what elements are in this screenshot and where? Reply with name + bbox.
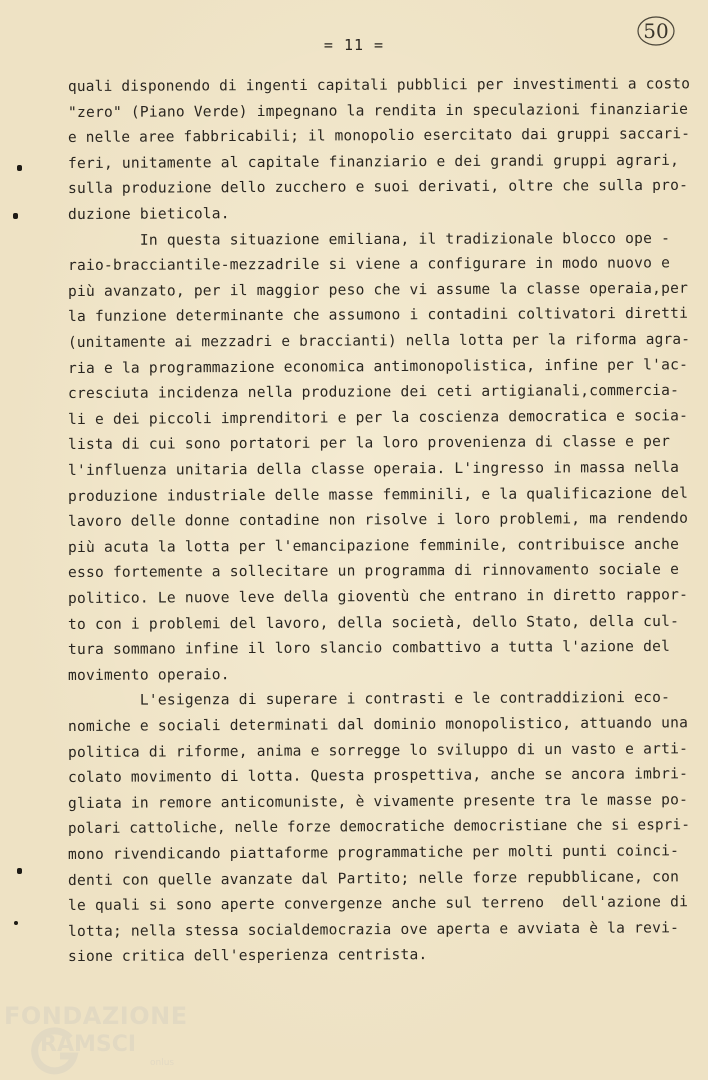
text-line: (unitamente ai mezzadri e braccianti) nella lotta per la riforma agra- bbox=[67, 330, 691, 351]
text-line: lavoro delle donne contadine non risolve i loro problemi, ma rendendo bbox=[67, 509, 689, 531]
text-line: movimento operaio. bbox=[67, 665, 230, 684]
text-line: sione critica dell'esperienza centrista. bbox=[67, 946, 428, 966]
text-line: più acuta la lotta per l'emancipazione femminile, contribuisce anche bbox=[67, 535, 680, 556]
folio-number-text: 50 bbox=[643, 19, 669, 43]
text-line: In questa situazione emiliana, il tradizionale blocco ope - bbox=[67, 229, 671, 249]
text-line: colato movimento di lotta. Questa prospettiva, anche se ancora imbri- bbox=[67, 765, 689, 787]
text-line: lotta; nella stessa socialdemocrazia ove aperta e avviata è la revi- bbox=[67, 919, 680, 940]
watermark-line2: RAMSCI bbox=[40, 1032, 137, 1057]
text-line: raio-bracciantile-mezzadrile si viene a configurare in modo nuovo e bbox=[67, 254, 671, 275]
text-line: lista di cui sono portatori per la loro provenienza di classe e per bbox=[67, 433, 671, 454]
text-line: le quali si sono aperte convergenze anche sul terreno dell'azione di bbox=[67, 893, 689, 915]
text-line: feri, unitamente al capitale finanziario e dei grandi gruppi agrari, bbox=[67, 151, 680, 172]
text-line: sulla produzione dello zucchero e suoi derivati, oltre che sulla pro- bbox=[67, 177, 689, 198]
text-line: "zero" (Piano Verde) impegnano la rendita in speculazioni finanziarie bbox=[67, 100, 689, 121]
page-number: = 11 = bbox=[323, 36, 385, 54]
text-line: politico. Le nuove leve della gioventù che entrano in diretto rappor- bbox=[67, 586, 689, 607]
text-line: polari cattoliche, nelle forze democratiche democristiane che si espri- bbox=[67, 816, 691, 838]
text-line: e nelle aree fabbricabili; il monopolio esercitato dai gruppi saccari- bbox=[67, 125, 691, 147]
text-line: produzione industriale delle masse femminili, e la qualificazione del bbox=[67, 484, 689, 505]
text-line: gliata in remore anticomuniste, è vivamente presente tra le masse po- bbox=[67, 791, 689, 812]
text-line: ria e la programmazione economica antimonopolistica, infine per l'ac- bbox=[67, 355, 689, 377]
text-line: l'influenza unitaria della classe operaia. L'ingresso in massa nella bbox=[67, 458, 680, 479]
watermark-suffix: onlus bbox=[150, 1058, 175, 1068]
margin-punch-mark-2 bbox=[13, 213, 18, 219]
text-line: denti con quelle avanzate dal Partito; nelle forze repubblicane, con bbox=[67, 867, 680, 889]
handwritten-folio-number bbox=[636, 14, 676, 48]
margin-punch-mark-1 bbox=[17, 165, 22, 171]
margin-punch-mark-4 bbox=[14, 921, 18, 925]
text-line: nomiche e sociali determinati dal dominio monopolistico, attuando una bbox=[67, 714, 689, 735]
margin-punch-mark-3 bbox=[17, 868, 22, 874]
text-line: cresciuta incidenza nella produzione dei ceti artigianali,commercia- bbox=[67, 381, 680, 403]
text-line: la funzione determinante che assumono i contadini coltivatori diretti bbox=[67, 305, 689, 326]
text-line: politica di riforme, anima e sorregge lo sviluppo di un vasto e arti- bbox=[67, 739, 689, 761]
watermark-line1: FONDAZIONE bbox=[4, 1002, 188, 1030]
text-line: più avanzato, per il maggior peso che vi assume la classe operaia,per bbox=[67, 279, 689, 300]
text-line: to con i problemi del lavoro, della società, dello Stato, della cul- bbox=[67, 612, 680, 633]
text-line: L'esigenza di superare i contrasti e le contraddizioni eco- bbox=[67, 689, 671, 710]
text-line: duzione bieticola. bbox=[67, 205, 230, 223]
text-line: tura sommano infine il loro slancio combattivo a tutta l'azione del bbox=[67, 638, 671, 659]
text-line: quali disponendo di ingenti capitali pubblici per investimenti a costo bbox=[67, 75, 691, 95]
text-line: esso fortemente a sollecitare un programma di rinnovamento sociale e bbox=[67, 561, 680, 582]
fondazione-gramsci-watermark bbox=[4, 1002, 204, 1080]
text-line: li e dei piccoli imprenditori e per la coscienza democratica e socia- bbox=[67, 407, 689, 428]
text-line: mono rivendicando piattaforme programmatiche per molti punti coinci- bbox=[67, 842, 680, 863]
